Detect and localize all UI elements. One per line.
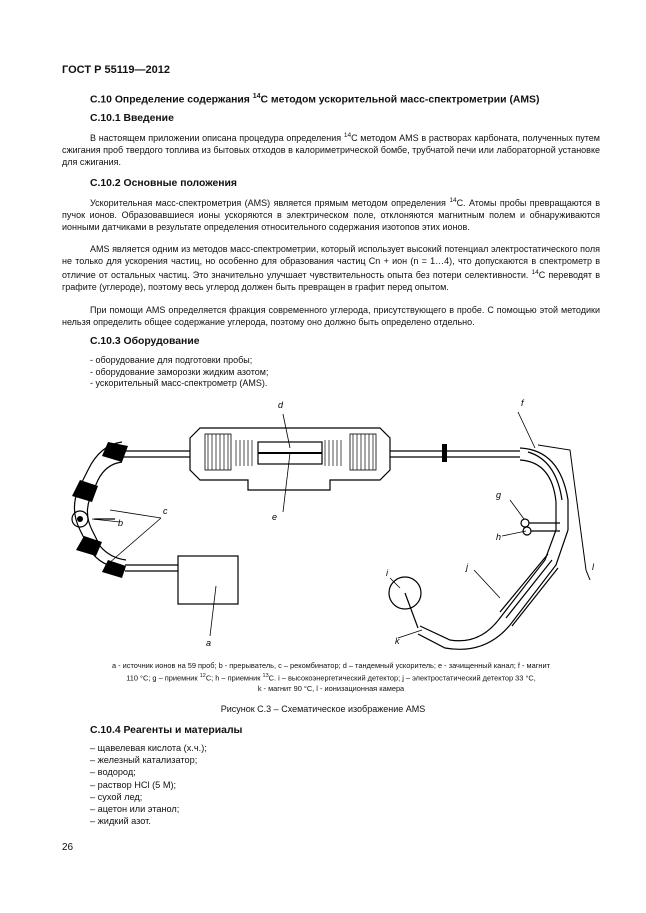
label-i: i	[386, 568, 388, 578]
label-d: d	[278, 400, 284, 410]
label-l: l	[592, 562, 594, 572]
page-number: 26	[62, 842, 74, 853]
label-k: k	[395, 636, 400, 646]
figure-legend: a - источник ионов на 59 проб; b - прерыватель, c – рекомбинатор; d – тандемный ускоритель; e - зачищенный канал; f - магнит 110 °С; g – приемник $^{12}$С; h – приемник $^{13}$С. i – высокоэнергетический детектор; j – электростатический детектор 33 °С, k - магнит 90 °С, l - ионизационная камера	[111, 661, 550, 694]
label-b: b	[118, 518, 124, 528]
list-item: - оборудование для подготовки пробы;	[90, 355, 253, 365]
intro-heading: С.10.1 Введение	[90, 113, 174, 124]
list-item: – сухой лед;	[90, 791, 143, 802]
list-item: - оборудование заморозки жидким азотом;	[90, 366, 269, 377]
figure-caption: Рисунок С.3 – Схематическое изображение AMS	[220, 704, 426, 714]
list-item: – железный катализатор;	[90, 755, 198, 766]
list-item: – щавелевая кислота (х.ч.);	[90, 743, 207, 753]
reagents-list	[90, 742, 207, 827]
label-j: j	[466, 562, 468, 572]
document-header: ГОСТ Р 55119—2012	[62, 64, 170, 76]
list-item: – водород;	[90, 767, 136, 778]
principles-paragraph-2: AMS является одним из методов масс-спектрометрии, который использует высокий потенциал электростатического поля не только для ускорения частиц, но особенно для образования частиц Cn + ион (n = 1…4), что допускаются в спектрометр в отличие от остальных частиц. Это значительно улучшает чувствительность опыта без потери селективности. $^{14}$С переводят в графите (углероде), поэтому весь углерод должен быть превращен в графит перед опытом.	[62, 244, 600, 292]
label-g: g	[496, 490, 502, 500]
label-e: e	[272, 512, 278, 522]
list-item: – ацетон или этанол;	[90, 804, 180, 815]
list-item: – раствор HCl (5 М);	[90, 779, 177, 790]
reagents-heading: С.10.4 Реагенты и материалы	[90, 725, 243, 736]
label-a: a	[206, 638, 212, 648]
list-item: - ускорительный масс-спектрометр (AMS).	[90, 378, 268, 388]
equipment-list	[90, 355, 268, 390]
list-item: – жидкий азот.	[90, 816, 151, 827]
label-f-top: f	[521, 398, 524, 408]
ams-schematic-diagram	[0, 390, 646, 658]
section-title: С.10 Определение содержания $^{14}$С методом ускорительной масс-спектрометрии (AMS)	[90, 93, 540, 106]
label-c: c	[163, 506, 168, 516]
principles-heading: С.10.2 Основные положения	[90, 178, 237, 189]
intro-paragraph: В настоящем приложении описана процедура определения $^{14}$С методом AMS в растворах карбоната, полученных путем сжигания проб твердого топлива из бытовых отходов в калориметрической бомбе, трубчатой печи или лабораторной установке для сжигания.	[62, 132, 600, 167]
label-h: h	[496, 532, 502, 542]
principles-paragraph-1: Ускорительная масс-спектрометрия (AMS) является прямым методом определения $^{14}$С. Атомы пробы превращаются в пучок ионов. Образовавшиеся ионы ускоряются в электрическом поле, отклоняются магнитным полем и обнаруживаются ионными датчиками в результате определения относительного содержания изотопов этих ионов.	[62, 197, 600, 232]
principles-paragraph-3: При помощи AMS определяется фракция современного углерода, присутствующего в пробе. С помощью этой методики нельзя определить общее содержание углерода, поэтому оно должно быть определено отдельно.	[62, 305, 600, 327]
equipment-heading: С.10.3 Оборудование	[90, 336, 200, 347]
